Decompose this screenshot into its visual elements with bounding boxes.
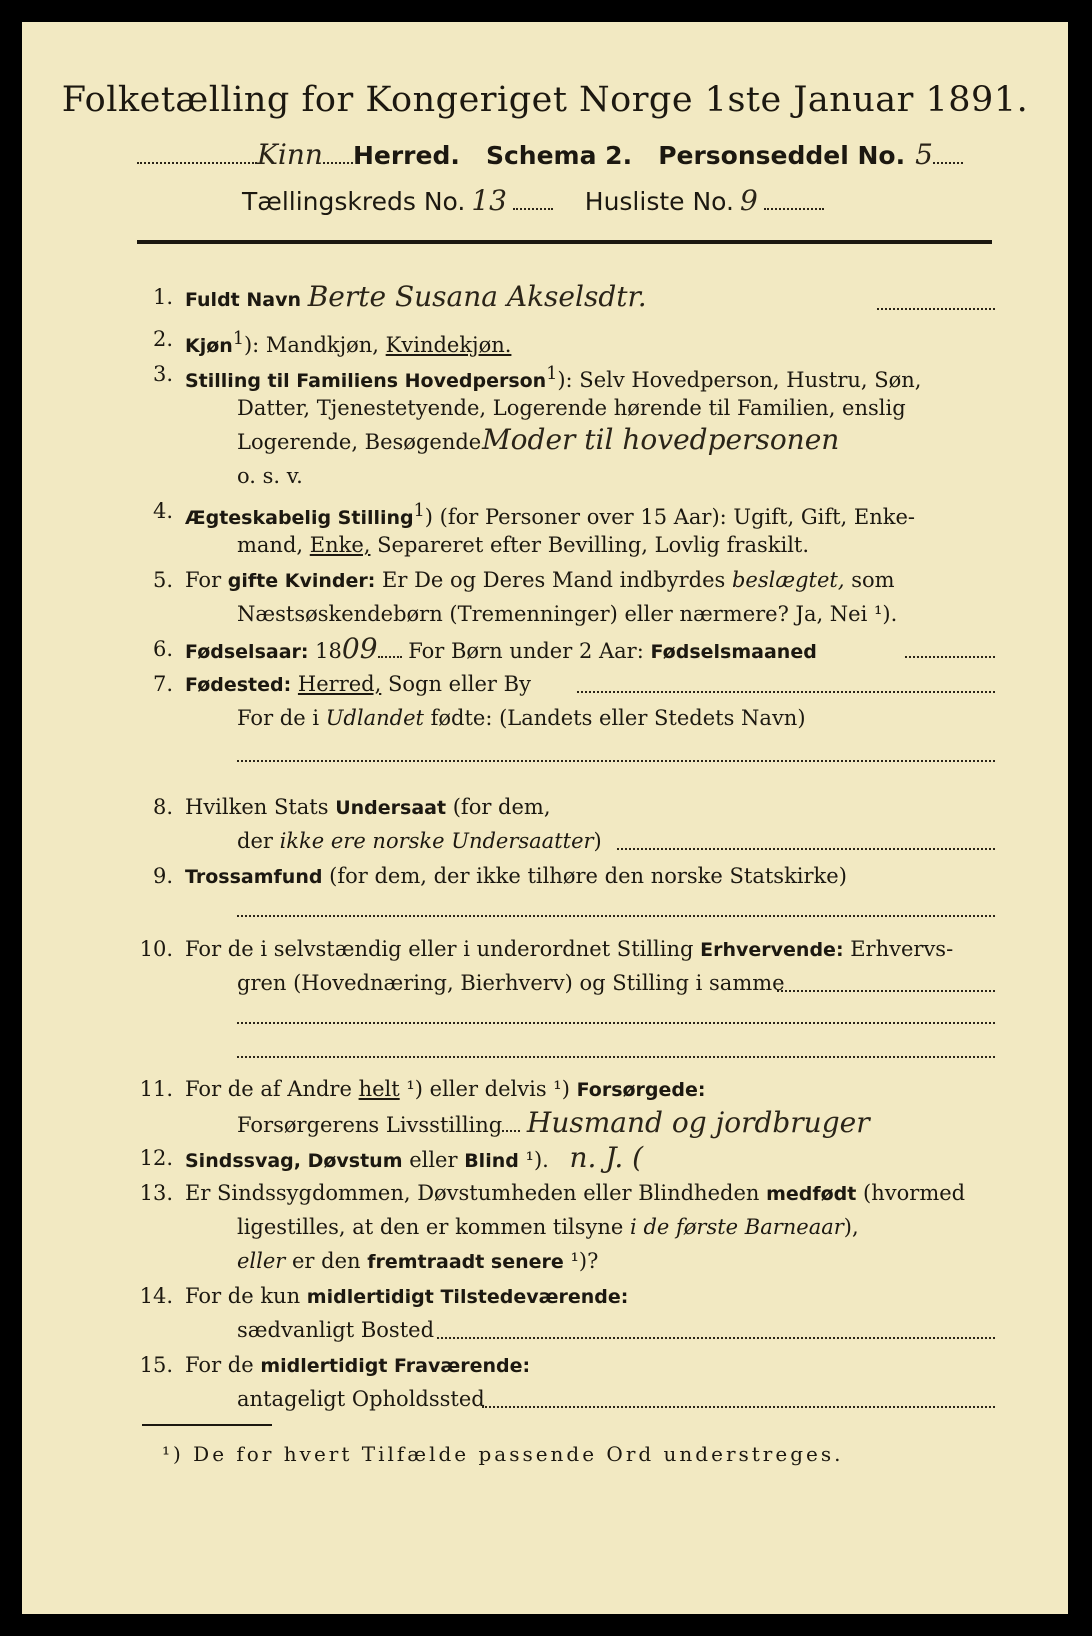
item-text: Logerende, Besøgende bbox=[237, 430, 482, 454]
schema-label: Schema 2. bbox=[485, 141, 633, 170]
dotted-line bbox=[905, 656, 995, 658]
item-text: ¹) eller delvis ¹) bbox=[399, 1077, 577, 1101]
provider-occupation-value: Husmand og jordbruger bbox=[526, 1106, 870, 1139]
item-text: ) (for Personer over 15 Aar): Ugift, Gift, Enke- bbox=[424, 505, 915, 529]
footnote-mark: 1 bbox=[413, 501, 425, 521]
item-text: (hvormed bbox=[856, 1181, 966, 1205]
dotted-line bbox=[777, 990, 995, 992]
item-number: 6. bbox=[152, 637, 173, 661]
item-number: 1. bbox=[152, 285, 173, 309]
item-text: ¹). bbox=[518, 1148, 549, 1172]
item-number: 2. bbox=[152, 327, 173, 351]
item-number: 11. bbox=[139, 1077, 173, 1101]
item-label: fremtraadt senere bbox=[367, 1251, 564, 1273]
kreds-value: 13 bbox=[471, 184, 507, 217]
item-text: ): Mandkjøn, bbox=[243, 333, 386, 357]
dotted-line bbox=[482, 1406, 995, 1408]
item-number: 5. bbox=[152, 568, 173, 592]
dotted-line bbox=[437, 1337, 995, 1339]
footnote: ¹) De for hvert Tilfælde passende Ord understreges. bbox=[162, 1442, 844, 1466]
herred-label: Herred. bbox=[352, 141, 460, 170]
item-text: fødte: (Landets eller Stedets Navn) bbox=[423, 706, 806, 730]
italic-text: ikke ere norske Undersaatter bbox=[279, 829, 594, 853]
footnote-mark: 1 bbox=[546, 364, 558, 384]
item-text: Datter, Tjenestetyende, Logerende hørende til Familien, enslig bbox=[237, 396, 906, 420]
item-label: Fødselsaar: bbox=[185, 641, 309, 663]
dotted-line bbox=[877, 308, 995, 310]
full-name-value: Berte Susana Akselsdtr. bbox=[307, 280, 647, 313]
item-text: Næstsøskendebørn (Tremenninger) eller nærmere? Ja, Nei ¹). bbox=[237, 602, 898, 626]
form-title: Folketælling for Kongeriget Norge 1ste Januar 1891. bbox=[61, 80, 1029, 120]
item-number: 10. bbox=[139, 937, 173, 961]
item-text: ligestilles, at den er kommen tilsyne bbox=[237, 1215, 631, 1239]
item-number: 4. bbox=[152, 499, 173, 523]
item-text: som bbox=[844, 568, 895, 592]
husliste-label: Husliste No. bbox=[584, 187, 734, 216]
item-label: Forsørgede: bbox=[576, 1079, 706, 1101]
kreds-line bbox=[242, 184, 824, 217]
item-text: For Børn under 2 Aar: bbox=[401, 639, 651, 663]
item-label: Fødested: bbox=[185, 674, 292, 696]
item-number: 7. bbox=[152, 672, 173, 696]
italic-text: i de første Barneaar bbox=[630, 1215, 844, 1239]
italic-text: Udlandet bbox=[325, 706, 424, 730]
item-label: Ægteskabelig Stilling bbox=[185, 507, 414, 529]
item-text: Forsørgerens Livsstilling bbox=[237, 1113, 503, 1137]
birth-year-value: 09 bbox=[341, 632, 378, 665]
herred-value: Kinn bbox=[257, 138, 323, 171]
disability-value: n. J. ( bbox=[569, 1141, 644, 1174]
dotted-line bbox=[237, 1056, 995, 1058]
item-text: Erhvervs- bbox=[843, 937, 954, 961]
census-form bbox=[22, 22, 1068, 1614]
item-text: er den bbox=[285, 1249, 368, 1273]
position-value: Moder til hovedpersonen bbox=[482, 423, 840, 456]
item-label: Fødselsmaaned bbox=[650, 641, 817, 663]
item-number: 3. bbox=[152, 362, 173, 386]
item-label: Blind bbox=[464, 1150, 519, 1172]
item-label: midlertidigt Tilstedeværende: bbox=[306, 1286, 629, 1308]
underlined-option: helt bbox=[358, 1077, 400, 1101]
item-text: 18 bbox=[308, 639, 342, 663]
personseddel-value: 5 bbox=[915, 138, 933, 171]
item-label: Kjøn bbox=[185, 335, 233, 357]
item-label: midlertidigt Fraværende: bbox=[260, 1355, 531, 1377]
italic-text: beslægtet, bbox=[731, 568, 845, 592]
item-text: For de i bbox=[237, 706, 326, 730]
item-text: For de i selvstændig eller i underordnet Stilling bbox=[185, 937, 701, 961]
kreds-label: Tællingskreds No. bbox=[242, 187, 466, 216]
dotted-line bbox=[237, 1022, 995, 1024]
item-text: gren (Hovednæring, Bierhverv) og Stilling i samme bbox=[237, 971, 785, 995]
item-text: ): Selv Hovedperson, Hustru, Søn, bbox=[557, 368, 922, 392]
item-text: Hvilken Stats bbox=[185, 795, 336, 819]
dotted-line bbox=[577, 691, 995, 693]
item-number: 13. bbox=[139, 1181, 173, 1205]
item-label: Trossamfund bbox=[185, 866, 323, 888]
dotted-line bbox=[237, 760, 995, 762]
item-text: For bbox=[185, 568, 228, 592]
item-label: gifte Kvinder: bbox=[227, 570, 376, 592]
item-number: 8. bbox=[152, 795, 173, 819]
herred-line bbox=[137, 138, 963, 171]
header-rule bbox=[137, 240, 992, 244]
item-text: For de af Andre bbox=[185, 1077, 359, 1101]
underlined-option: Kvindekjøn. bbox=[385, 333, 512, 357]
item-text: (for dem, der ikke tilhøre den norske Statskirke) bbox=[322, 864, 847, 888]
item-text: ¹)? bbox=[563, 1249, 599, 1273]
item-number: 14. bbox=[139, 1284, 173, 1308]
item-text: Separeret efter Bevilling, Lovlig fraskilt. bbox=[370, 533, 810, 557]
dotted-line bbox=[617, 848, 995, 850]
item-number: 9. bbox=[152, 864, 173, 888]
item-text: ) bbox=[593, 829, 602, 853]
item-text: (for dem, bbox=[446, 795, 551, 819]
item-text: antageligt Opholdssted bbox=[237, 1387, 485, 1411]
item-text: For de bbox=[185, 1353, 261, 1377]
item-label: medfødt bbox=[766, 1183, 857, 1205]
item-text: der bbox=[237, 829, 280, 853]
item-label: Sindssvag, Døvstum bbox=[185, 1150, 403, 1172]
item-label: Undersaat bbox=[335, 797, 447, 819]
personseddel-label: Personseddel No. bbox=[658, 141, 906, 170]
item-label: Fuldt Navn bbox=[185, 289, 302, 311]
item-text: o. s. v. bbox=[237, 464, 303, 488]
item-label: Erhvervende: bbox=[700, 939, 844, 961]
item-text: Er Sindssygdommen, Døvstumheden eller Blindheden bbox=[185, 1181, 767, 1205]
item-text: For de kun bbox=[185, 1284, 307, 1308]
underlined-option: Enke, bbox=[309, 533, 371, 557]
italic-text: eller bbox=[237, 1249, 286, 1273]
footnote-rule bbox=[142, 1424, 272, 1426]
item-text: ), bbox=[843, 1215, 859, 1239]
dotted-line bbox=[237, 915, 995, 917]
item-text: Sogn eller By bbox=[381, 672, 531, 696]
underlined-option: Herred, bbox=[297, 672, 382, 696]
item-label: Stilling til Familiens Hovedperson bbox=[185, 370, 547, 392]
item-text: eller bbox=[402, 1148, 465, 1172]
item-text: sædvanligt Bosted bbox=[237, 1318, 435, 1342]
item-number: 15. bbox=[139, 1353, 173, 1377]
item-text: Er De og Deres Mand indbyrdes bbox=[375, 568, 732, 592]
item-number: 12. bbox=[139, 1146, 173, 1170]
footnote-mark: 1 bbox=[232, 329, 244, 349]
husliste-value: 9 bbox=[739, 184, 758, 217]
item-text: mand, bbox=[237, 533, 310, 557]
